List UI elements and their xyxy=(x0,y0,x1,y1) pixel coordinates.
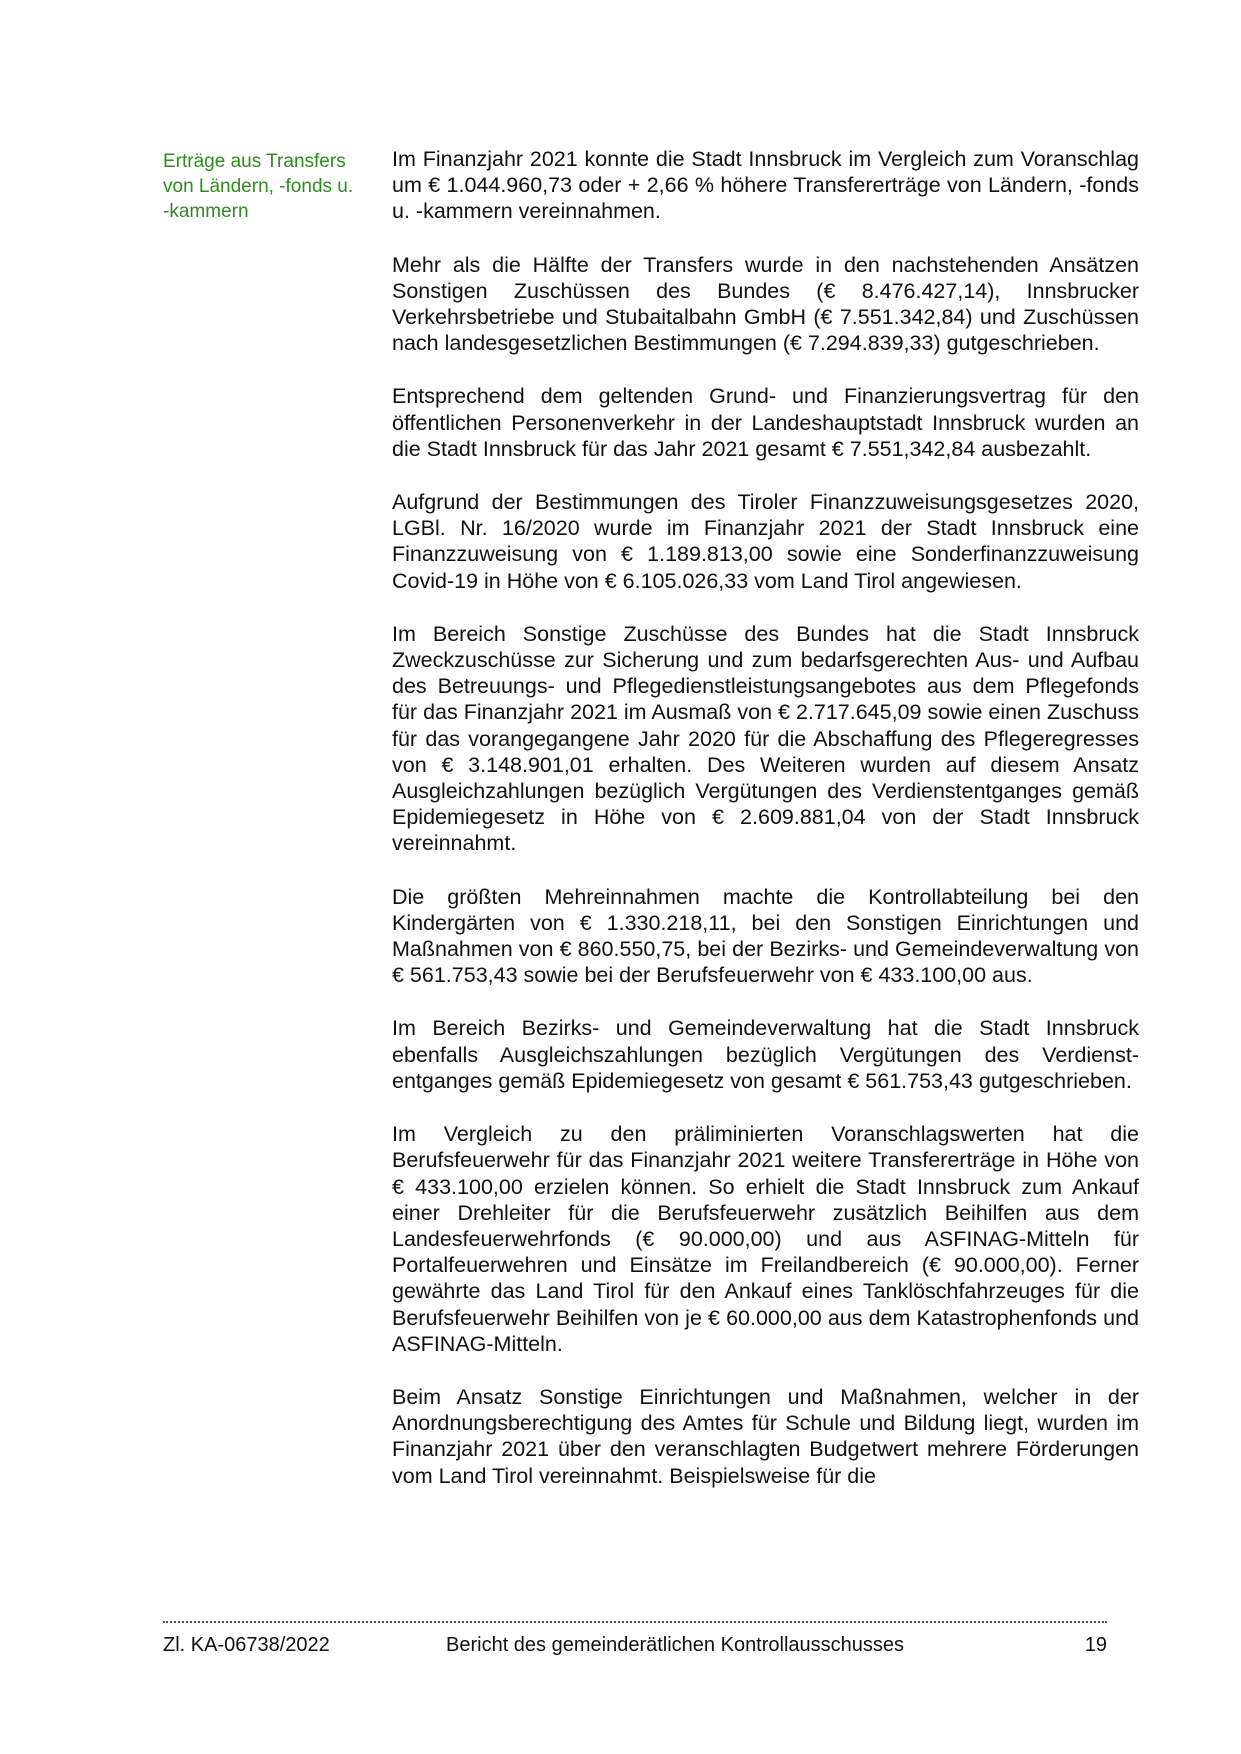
paragraph-district-administration: Im Bereich Bezirks- und Gemeindeverwaltung hat die Stadt Innsbruck ebenfalls Ausgleichszahlungen bezüglich Vergütungen des Verdienstentganges gemäß Epidemiegesetz von gesamt € 561.753,43 gutgeschrieben. xyxy=(392,1016,1139,1093)
paragraph-transfer-summary: Im Finanzjahr 2021 konnte die Stadt Innsbruck im Vergleich zum Voranschlag um € 1.044.960,73 oder + 2,66 % höhere Transfererträge von Ländern, -fonds u. -kammern vereinnahmen. xyxy=(392,147,1139,224)
paragraph-other-facilities: Beim Ansatz Sonstige Einrichtungen und Maßnahmen, welcher in der Anordnungsberechtigung des Amtes für Schule und Bildung liegt, wurden im Finanzjahr 2021 über den veranschlagten Budgetwert mehrere Förderungen vom Land Tirol vereinnahmt. Beispielsweise für die xyxy=(392,1384,1139,1488)
document-reference: Zl. KA-06738/2022 xyxy=(163,1634,330,1656)
report-title: Bericht des gemeinderätlichen Kontrollausschusses xyxy=(446,1634,905,1656)
paragraph-fire-brigade: Im Vergleich zu den präliminierten Voranschlagswerten hat die Berufsfeuerwehr für das Finanzjahr 2021 weitere Transfererträge in Höhe von € 433.100,00 erzielen können. So erhielt die Stadt Innsbruck zum Ankauf einer Drehleiter für die Berufsfeuerwehr zusätzlich Beihilfen aus dem Landesfeuerwehrfonds (€ 90.000,00) und aus ASFINAG-Mitteln für Portalfeuerwehren und Einsätze im Freilandbereich (€ 90.000,00). Ferner gewährte das Land Tirol für den Ankauf eines Tanklöschfahrzeuges für die Berufsfeuerwehr Beihilfen von je € 60.000,00 aus dem Katastrophenfonds und ASFINAG-Mitteln. xyxy=(392,1122,1139,1356)
paragraph-largest-additional-revenue: Die größten Mehreinnahmen machte die Kontrollabteilung bei den Kindergärten von € 1.330.218,11, bei den Sonstigen Einrichtungen und Maßnahmen von € 860.550,75, bei der Bezirks- und Gemeindeverwaltung von € 561.753,43 sowie bei der Berufsfeuerwehr von € 433.100,00 aus. xyxy=(392,884,1139,988)
page-footer xyxy=(163,1632,1107,1658)
paragraph-federal-grants: Im Bereich Sonstige Zuschüsse des Bundes hat die Stadt Innsbruck Zweckzuschüsse zur Sicherung und zum bedarfsgerechten Aus- und Aufbau des Betreuungs- und Pflegedienstleistungsangebotes aus dem Pflegefonds für das Finanzjahr 2021 im Ausmaß von € 2.717.645,09 sowie einen Zuschuss für das vorangegangene Jahr 2020 für die Abschaffung des Pflegeregresses von € 3.148.901,01 erhalten. Des Weiteren wurden auf diesem Ansatz Ausgleichzahlungen bezüglich Vergütungen des Verdienstentganges gemäß Epidemiegesetz in Höhe von € 2.609.881,04 von der Stadt Innsbruck vereinnahmt. xyxy=(392,621,1139,856)
section-heading-line: Erträge aus Transfers xyxy=(163,151,346,172)
footer-divider xyxy=(163,1621,1107,1623)
section-heading-line: von Ländern, -fonds u. xyxy=(163,176,354,197)
section-heading-line: -kammern xyxy=(163,201,249,222)
body-text xyxy=(392,146,1139,1516)
paragraph-financial-allocation: Aufgrund der Bestimmungen des Tiroler Finanzzuweisungsgesetzes 2020, LGBl. Nr. 16/2020 wurde im Finanzjahr 2021 der Stadt Innsbruck eine Finanzzuweisung von € 1.189.813,00 sowie eine Sonderfinanzzuweisung Covid-19 in Höhe von € 6.105.026,33 vom Land Tirol angewiesen. xyxy=(392,490,1139,593)
paragraph-major-items: Mehr als die Hälfte der Transfers wurde in den nachstehenden Ansätzen Sonstigen Zuschüssen des Bundes (€ 8.476.427,14), Innsbrucker Verkehrsbetriebe und Stubaitalbahn GmbH (€ 7.551.342,84) und Zuschüssen nach landesgesetzlichen Bestimmungen (€ 7.294.839,33) gutgeschrieben. xyxy=(392,252,1139,356)
paragraph-public-transport: Entsprechend dem geltenden Grund- und Finanzierungsvertrag für den öffentlichen Personenverkehr in der Landeshauptstadt Innsbruck wurden an die Stadt Innsbruck für das Jahr 2021 gesamt € 7.551,342,84 ausbezahlt. xyxy=(392,384,1139,461)
section-heading xyxy=(163,149,378,224)
page-number: 19 xyxy=(1084,1634,1107,1656)
